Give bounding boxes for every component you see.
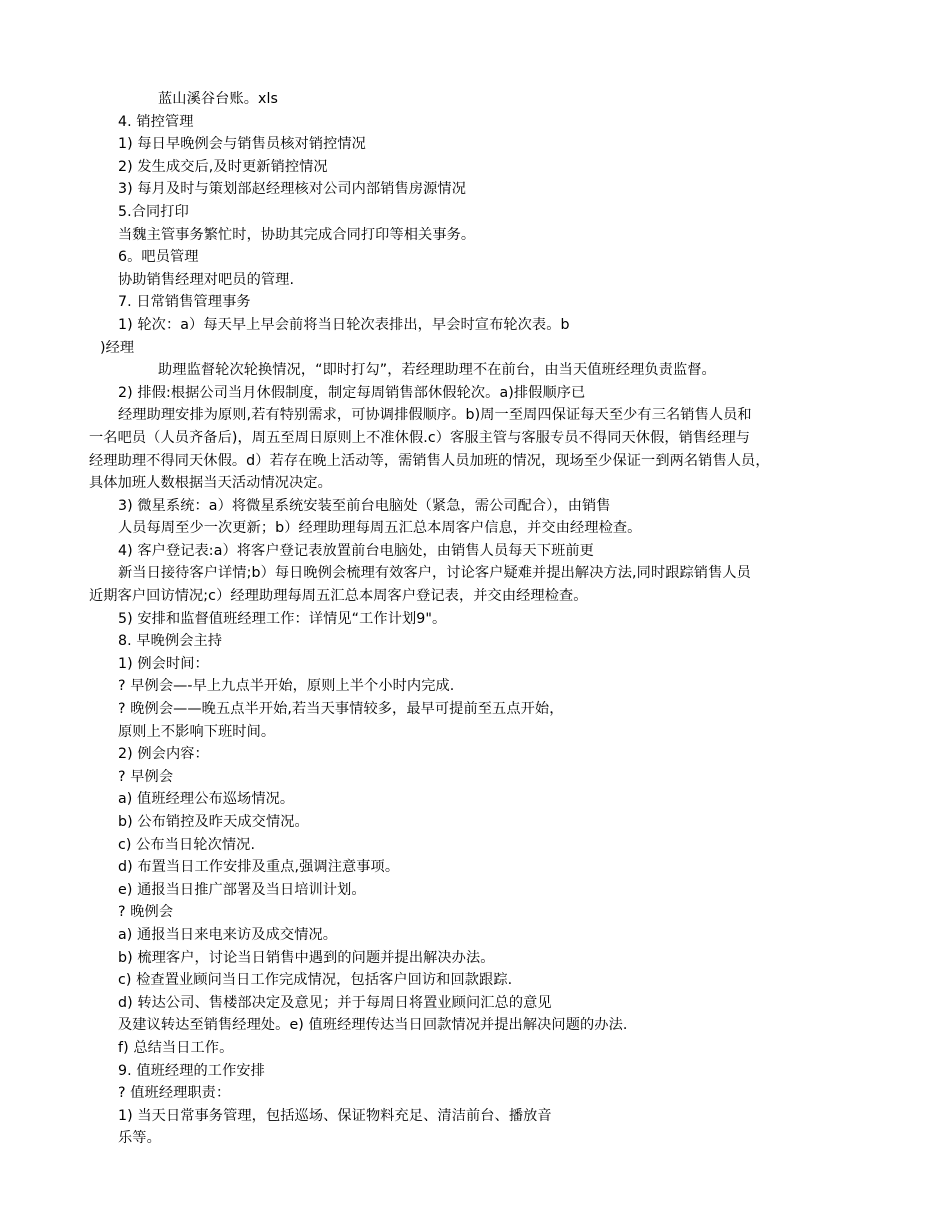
text-line: c) 公布当日轮次情况.: [118, 836, 256, 853]
text-line: 蓝山溪谷台账。xls: [158, 91, 279, 107]
text-line: ? 早例会: [118, 768, 174, 785]
text-line: 协助销售经理对吧员的管理.: [118, 271, 295, 288]
text-line: 2) 例会内容：: [118, 746, 209, 763]
text-line: a) 通报当日来电来访及成交情况。: [118, 926, 338, 943]
text-line: 经理助理不得同天休假。d）若存在晚上活动等，需销售人员加班的情况，现场至少保证一到两名销售人员，: [89, 452, 770, 469]
text-line: d) 转达公司、售楼部决定及意见；并于每周日将置业顾问汇总的意见: [118, 994, 552, 1011]
text-line: 一名吧员（人员齐备后)，周五至周日原则上不准休假.c）客服主管与客服专员不得同天休假，销售经理与: [89, 429, 751, 446]
text-line: 1) 轮次：a）每天早上早会前将当日轮次表排出，早会时宣布轮次表。b: [118, 316, 570, 333]
text-line: 1) 每日早晚例会与销售员核对销控情况: [118, 136, 366, 153]
text-line: 及建议转达至销售经理处。e) 值班经理传达当日回款情况并提出解决问题的办法.: [118, 1017, 628, 1034]
text-line: 乐等。: [118, 1130, 161, 1147]
text-line: 人员每周至少一次更新；b）经理助理每周五汇总本周客户信息，并交由经理检查。: [118, 520, 642, 537]
text-line: ? 晚例会: [118, 904, 174, 921]
text-line: 1) 例会时间：: [118, 655, 209, 672]
text-line: 经理助理安排为原则,若有特别需求，可协调排假顺序。b)周一至周四保证每天至少有三名销售人员和: [118, 407, 752, 424]
text-line: )经理: [100, 339, 135, 356]
text-line: 2) 排假:根据公司当月休假制度，制定每周销售部休假轮次。a)排假顺序已: [118, 384, 586, 401]
text-line: 1) 当天日常事务管理，包括巡场、保证物料充足、清洁前台、播放音: [118, 1107, 552, 1124]
text-line: 5.合同打印: [118, 203, 189, 220]
text-line: 助理监督轮次轮换情况，“即时打勾”，若经理助理不在前台，由当天值班经理负责监督。: [158, 362, 716, 379]
text-line: 8. 早晚例会主持: [118, 633, 223, 650]
text-line: ? 值班经理职责：: [118, 1085, 231, 1102]
text-line: f) 总结当日工作。: [118, 1039, 234, 1056]
text-line: 7. 日常销售管理事务: [118, 294, 251, 311]
text-line: 5) 安排和监督值班经理工作：详情见“工作计划9"。: [118, 610, 447, 627]
text-line: e) 通报当日推广部署及当日培训计划。: [118, 881, 366, 898]
text-line: 4) 客户登记表:a）将客户登记表放置前台电脑处，由销售人员每天下班前更: [118, 542, 594, 559]
text-line: d) 布置当日工作安排及重点,强调注意事项。: [118, 859, 400, 876]
text-line: ? 早例会—-早上九点半开始，原则上半个小时内完成.: [118, 678, 455, 695]
text-line: b) 梳理客户，讨论当日销售中遇到的问题并提出解决办法。: [118, 949, 495, 966]
text-line: b) 公布销控及昨天成交情况。: [118, 814, 309, 830]
text-line: c) 检查置业顾问当日工作完成情况，包括客户回访和回款跟踪.: [118, 972, 513, 989]
text-line: 新当日接待客户详情;b）每日晚例会梳理有效客户，讨论客户疑难并提出解决方法,同时跟踪销售人员: [118, 565, 751, 582]
text-line: 3) 微星系统：a）将微星系统安装至前台电脑处（紧急，需公司配合），由销售: [118, 497, 611, 514]
text-line: 9. 值班经理的工作安排: [118, 1062, 265, 1079]
text-line: 近期客户回访情况;c）经理助理每周五汇总本周客户登记表，并交由经理检查。: [89, 588, 588, 605]
text-line: a) 值班经理公布巡场情况。: [118, 791, 295, 808]
text-line: 当魏主管事务繁忙时，协助其完成合同打印等相关事务。: [118, 226, 476, 243]
text-line: 2) 发生成交后,及时更新销控情况: [118, 158, 328, 175]
text-line: 6。吧员管理: [118, 249, 199, 266]
text-line: 3) 每月及时与策划部赵经理核对公司内部销售房源情况: [118, 181, 466, 198]
document-body: [0, 88, 950, 1150]
text-line: 原则上不影响下班时间。: [118, 723, 276, 740]
text-line: 具体加班人数根据当天活动情况决定。: [89, 475, 332, 492]
text-line: ? 晚例会——晚五点半开始,若当天事情较多，最早可提前至五点开始，: [118, 701, 564, 718]
text-line: 4. 销控管理: [118, 113, 194, 130]
